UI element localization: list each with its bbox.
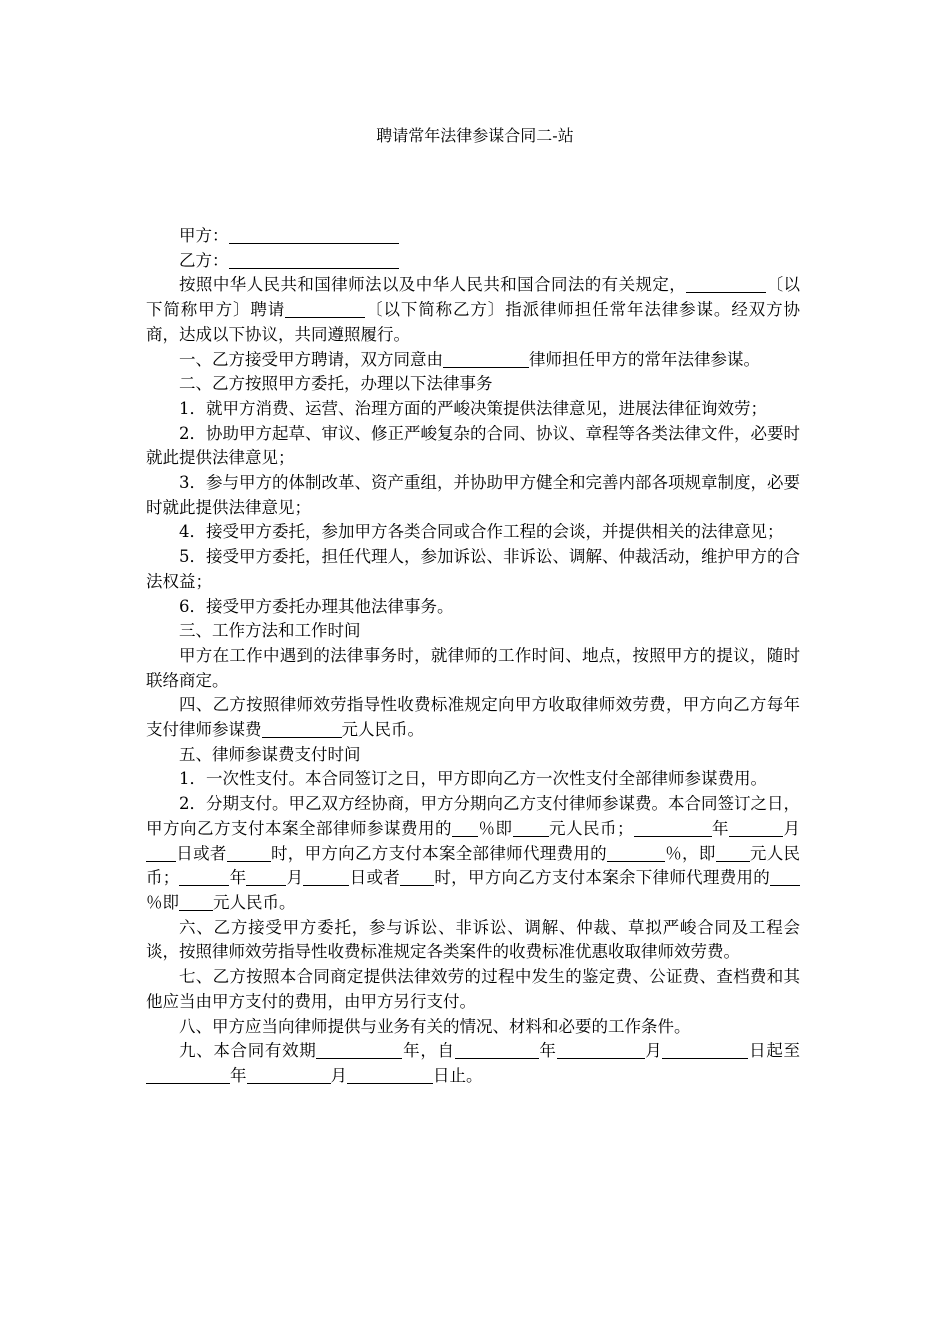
paragraph [146,916,800,965]
paragraph [146,273,800,347]
paragraph-text: 五、律师参谋费支付时间 [179,744,361,764]
paragraph-text: 元人民币。 [341,720,424,740]
paragraph [146,595,800,620]
fill-in-blank [229,226,399,244]
paragraph [146,545,800,594]
paragraph-text: ％即 [478,818,513,838]
paragraph-text: 时，甲方向乙方支付本案余下律师代理费用的 [434,868,771,888]
fill-in-blank [246,868,286,886]
fill-in-blank [262,720,342,738]
paragraph-text: 日止。 [433,1065,483,1085]
fill-in-blank [303,868,349,886]
paragraph-text: 〔以下简称甲方〕聘请 [146,275,800,320]
fill-in-blank [443,349,529,367]
paragraph-text: 按照中华人民共和国律师法以及中华人民共和国合同法的有关规定， [179,275,687,295]
paragraph [146,249,800,274]
paragraph-text: 甲方在工作中遇到的法律事务时，就律师的工作时间、地点，按照甲方的提议，随时联络商定。 [146,645,800,690]
fill-in-blank [513,819,549,837]
fill-in-blank [146,843,176,861]
paragraph-text: 九、本合同有效期 [179,1041,317,1061]
paragraph [146,767,800,792]
fill-in-blank [316,1041,402,1059]
paragraph [146,422,800,471]
paragraph [146,1039,800,1088]
fill-in-blank [634,819,712,837]
paragraph-text: 2．分期支付。甲乙双方经协商，甲方分期向乙方支付律师参谋费。本合同签订之日，甲方向乙方支付本案全部律师参谋费用的 [146,794,800,838]
fill-in-blank [179,893,213,911]
paragraph [146,397,800,422]
paragraph-text: 元人民币。 [213,892,296,912]
fill-in-blank [227,843,271,861]
paragraph-text: 〔以下简称乙方〕指派律师担任常年法律参谋。经双方协商，达成以下协议，共同遵照履行。 [146,300,801,344]
fill-in-blank [285,300,365,318]
paragraph-text: 甲方： [179,226,229,245]
fill-in-blank [716,843,750,861]
paragraph-text: 时，甲方向乙方支付本案全部律师代理费用的 [270,843,607,863]
paragraph [146,743,800,768]
paragraph [146,644,800,693]
paragraph [146,348,800,373]
paragraph-text: 日起至 [748,1041,801,1061]
paragraph-text: 六、乙方接受甲方委托，参与诉讼、非诉讼、调解、仲裁、草拟严峻合同及工程会谈，按照律师效劳指导性收费标准规定各类案件的收费标准优惠收取律师效劳费。 [146,917,800,962]
paragraph-text: 年 [711,818,729,838]
fill-in-blank [452,819,478,837]
paragraph-text: 4．接受甲方委托，参加甲方各类合同或合作工程的会谈，并提供相关的法律意见； [179,522,784,542]
paragraph-text: 月 [644,1041,663,1061]
fill-in-blank [729,819,783,837]
fill-in-blank [247,1066,331,1084]
fill-in-blank [229,250,399,268]
fill-in-blank [146,1066,230,1084]
paragraph [146,520,800,545]
paragraph-text: 一、乙方接受甲方聘请，双方同意由 [179,349,443,369]
paragraph-text: 月 [286,868,304,888]
paragraph-text: 三、工作方法和工作时间 [179,621,361,641]
paragraph-text: 5．接受甲方委托，担任代理人，参加诉讼、非诉讼、调解、仲裁活动，维护甲方的合法权益； [146,547,800,591]
paragraph-text: ％，即 [664,843,716,863]
paragraph-text: 四、乙方按照律师效劳指导性收费标准规定向甲方收取律师效劳费，甲方向乙方每年支付律师参谋费 [146,695,800,740]
fill-in-blank [686,275,766,293]
document-title: 聘请常年法律参谋合同二-站 [376,126,574,145]
paragraph [146,792,800,916]
document-body [146,224,800,1089]
paragraph-text: 1．就甲方消费、运营、治理方面的严峻决策提供法律意见，进展法律征询效劳； [179,398,767,418]
fill-in-blank [662,1041,748,1059]
paragraph-text: 元人民币； [146,843,800,888]
paragraph [146,224,800,249]
paragraph-text: 年 [538,1041,557,1061]
paragraph-text: 元人民币； [548,818,634,838]
paragraph [146,693,800,742]
paragraph-text: 八、甲方应当向律师提供与业务有关的情况、材料和必要的工作条件。 [179,1016,691,1036]
paragraph-text: 日或者 [349,868,401,888]
fill-in-blank [347,1066,433,1084]
paragraph-text: 日或者 [176,843,227,863]
paragraph [146,372,800,397]
paragraph-text: 二、乙方按照甲方委托，办理以下法律事务 [179,374,493,394]
fill-in-blank [400,868,434,886]
paragraph [146,619,800,644]
fill-in-blank [455,1041,539,1059]
paragraph [146,1015,800,1040]
fill-in-blank [179,868,229,886]
fill-in-blank [607,843,665,861]
paragraph [146,471,800,520]
paragraph-text: 年 [229,868,247,888]
paragraph-text: 年，自 [402,1041,455,1061]
paragraph-text: 年 [230,1065,247,1085]
paragraph-text: 律师担任甲方的常年法律参谋。 [529,349,760,369]
paragraph-text: 6．接受甲方委托办理其他法律事务。 [179,596,454,616]
paragraph-text: ％即 [146,892,179,912]
paragraph-text: 乙方： [179,250,229,270]
paragraph-text: 月 [783,818,800,838]
fill-in-blank [770,868,800,886]
paragraph-text: 2．协助甲方起草、审议、修正严峻复杂的合同、协议、章程等各类法律文件，必要时就此提供法律意见； [146,423,800,468]
fill-in-blank [557,1041,645,1059]
paragraph-text: 月 [330,1065,347,1085]
paragraph-text: 七、乙方按照本合同商定提供法律效劳的过程中发生的鉴定费、公证费、查档费和其他应当由甲方支付的费用，由甲方另行支付。 [146,967,800,1011]
paragraph-text: 3．参与甲方的体制改革、资产重组，并协助甲方健全和完善内部各项规章制度，必要时就此提供法律意见； [146,473,800,517]
paragraph [146,965,800,1014]
paragraph-text: 1．一次性支付。本合同签订之日，甲方即向乙方一次性支付全部律师参谋费用。 [179,769,767,789]
